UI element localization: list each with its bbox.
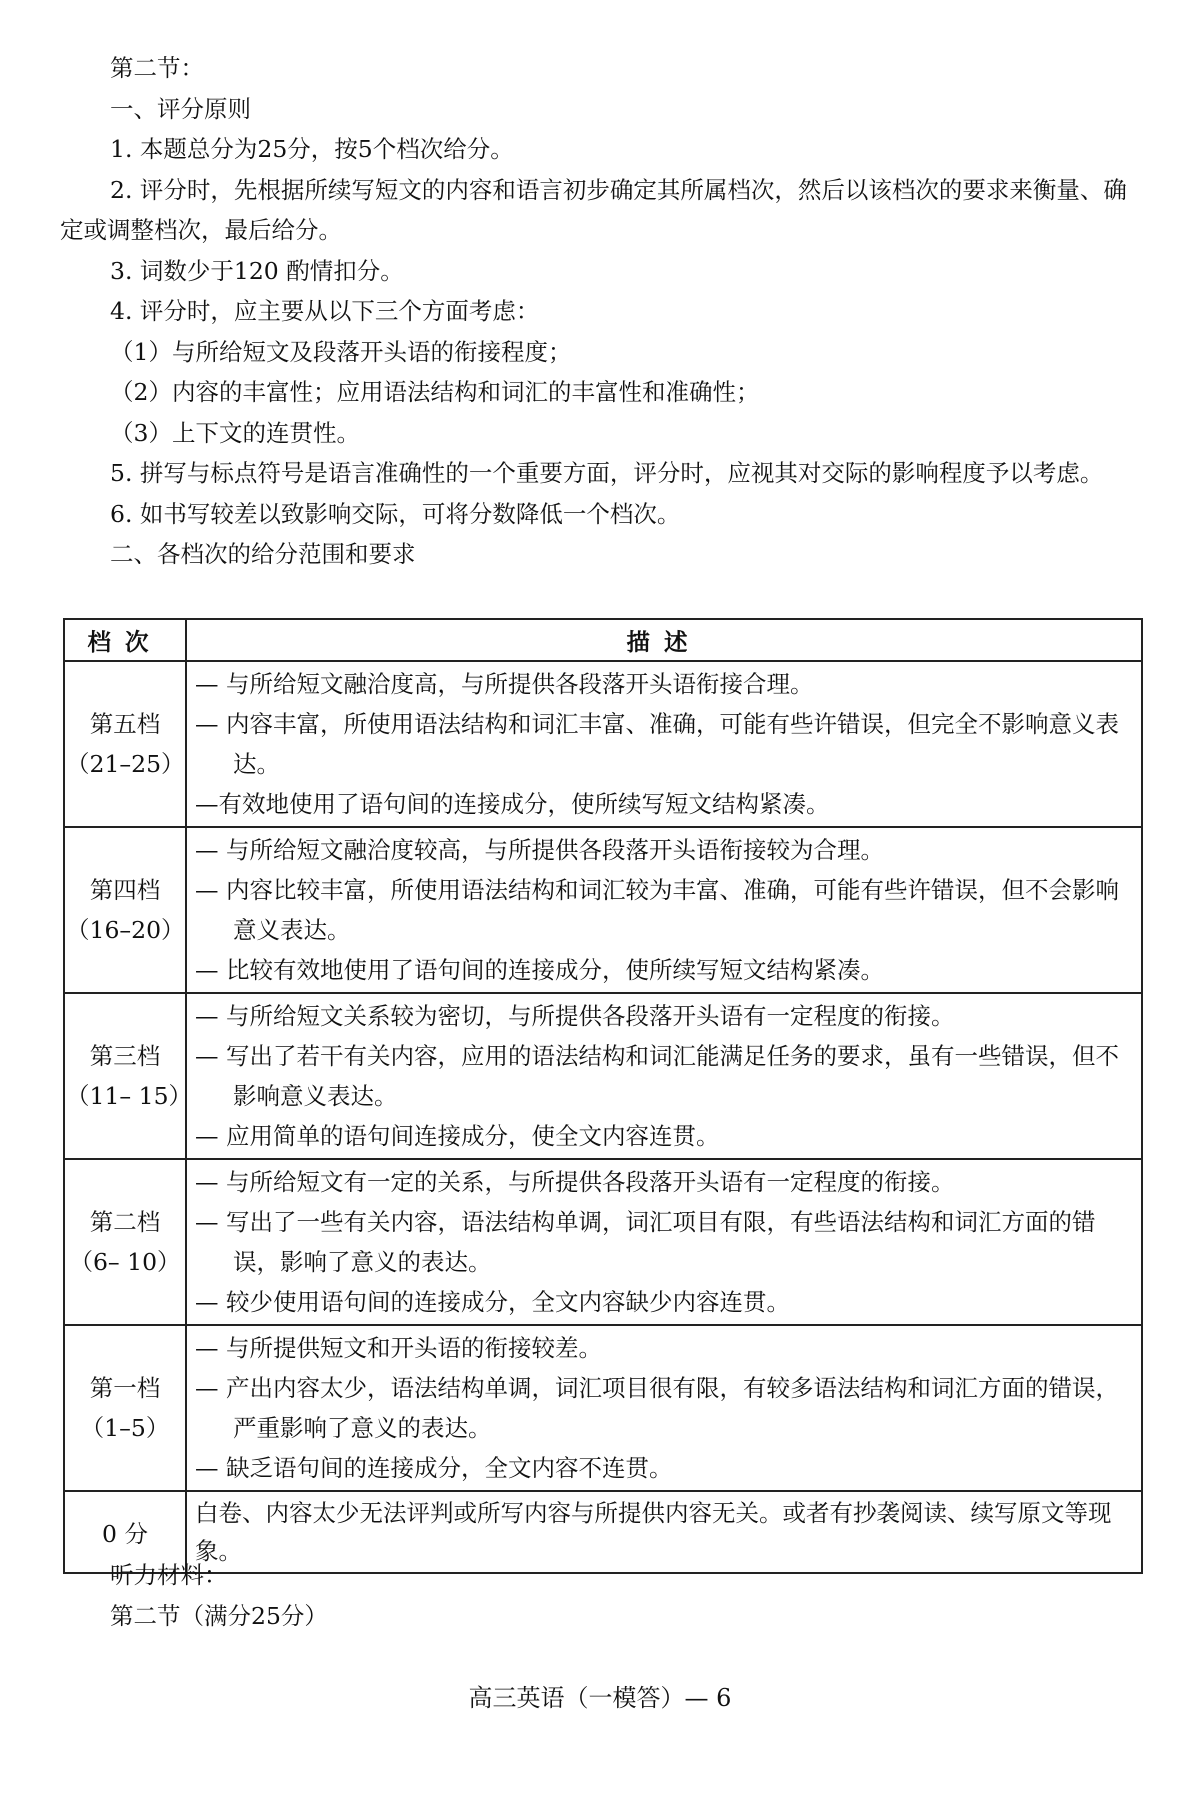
description-item: — 与所提供短文和开头语的衔接较差。 [195,1334,602,1362]
description-item: — 较少使用语句间的连接成分，全文内容缺少内容连贯。 [195,1288,790,1316]
level-cell-zero: 0 分 [64,1491,186,1573]
description-cell [186,1159,1142,1325]
description-item: — 写出了一些有关内容，语法结构单调，词汇项目有限，有些语法结构和词汇方面的错误，影响了意义的表达。 [195,1208,1096,1276]
level-name: 第四档 [89,876,161,904]
table-row [64,1159,1142,1325]
table-row [64,1325,1142,1491]
level-range: （21–25） [66,750,185,778]
description-item: — 与所给短文融洽度较高，与所提供各段落开头语衔接较为合理。 [195,836,884,864]
scoring-section [60,48,1145,575]
level-cell [64,827,186,993]
listening-part-title: 第二节（满分25分） [110,1601,328,1630]
principle-6: 6. 如书写较差以致影响交际，可将分数降低一个档次。 [110,499,681,528]
listening-heading: 听力材料： [110,1561,228,1589]
level-cell [64,661,186,827]
listening-section [110,1555,328,1636]
description-item: — 写出了若干有关内容，应用的语法结构和词汇能满足任务的要求，虽有一些错误，但不影响意义表达。 [195,1042,1119,1110]
header-level: 档次 [64,619,186,661]
principles-heading: 一、评分原则 [110,94,251,123]
table-row [64,827,1142,993]
description-item: — 缺乏语句间的连接成分，全文内容不连贯。 [195,1454,673,1482]
ranges-heading: 二、各档次的给分范围和要求 [110,540,416,568]
page-footer: 高三英语（一模答）— 6 [468,1684,732,1712]
description-item: —有效地使用了语句间的连接成分，使所续写短文结构紧凑。 [195,790,830,818]
principle-5: 5. 拼写与标点符号是语言准确性的一个重要方面，评分时，应视其对交际的影响程度予以考虑。 [110,459,1104,487]
description-item: — 比较有效地使用了语句间的连接成分，使所续写短文结构紧凑。 [195,956,884,984]
level-name: 第三档 [89,1042,161,1070]
description-cell-zero: 白卷、内容太少无法评判或所写内容与所提供内容无关。或者有抄袭阅读、续写原文等现象。 [186,1491,1142,1573]
principle-1: 1. 本题总分为25分，按5个档次给分。 [110,135,514,163]
principle-2: 2. 评分时，先根据所续写短文的内容和语言初步确定其所属档次，然后以该档次的要求来衡量、确定或调整档次，最后给分。 [60,175,1127,244]
table-row [64,993,1142,1159]
description-item: — 内容丰富，所使用语法结构和词汇丰富、准确，可能有些许错误，但完全不影响意义表达。 [195,710,1119,778]
description-item: — 内容比较丰富，所使用语法结构和词汇较为丰富、准确，可能有些许错误，但不会影响意义表达。 [195,876,1119,944]
level-range: （6– 10） [69,1248,181,1276]
principle-4: 4. 评分时，应主要从以下三个方面考虑： [110,297,540,325]
level-cell [64,1325,186,1491]
description-cell [186,1325,1142,1491]
description-cell [186,661,1142,827]
table-row [64,661,1142,827]
grading-table [63,618,1143,1574]
principle-4-2: （2）内容的丰富性；应用语法结构和词汇的丰富性和准确性； [110,378,760,406]
level-cell [64,1159,186,1325]
header-description: 描述 [186,619,1142,661]
level-range: （16–20） [66,916,185,944]
description-item: — 产出内容太少，语法结构单调，词汇项目很有限，有较多语法结构和词汇方面的错误，严重影响了意义的表达。 [195,1374,1119,1442]
description-item: — 与所给短文关系较为密切，与所提供各段落开头语有一定程度的衔接。 [195,1002,955,1030]
level-name: 第一档 [89,1374,161,1402]
level-cell [64,993,193,1159]
section-title: 第二节： [110,54,204,82]
description-cell [186,827,1142,993]
table-header-row [64,619,1142,661]
description-item: — 应用简单的语句间连接成分，使全文内容连贯。 [195,1122,720,1150]
level-name: 第五档 [89,710,161,738]
level-range: （1–5） [80,1414,170,1442]
level-range: （11– 15） [66,1082,193,1110]
description-item: — 与所给短文有一定的关系，与所提供各段落开头语有一定程度的衔接。 [195,1168,955,1196]
description-cell [186,993,1142,1159]
level-name: 第二档 [89,1208,161,1236]
description-item: — 与所给短文融洽度高，与所提供各段落开头语衔接合理。 [195,670,814,698]
principle-3: 3. 词数少于120 酌情扣分。 [110,256,404,285]
principle-4-3: （3）上下文的连贯性。 [110,418,360,447]
principle-4-1: （1）与所给短文及段落开头语的衔接程度； [110,337,572,366]
